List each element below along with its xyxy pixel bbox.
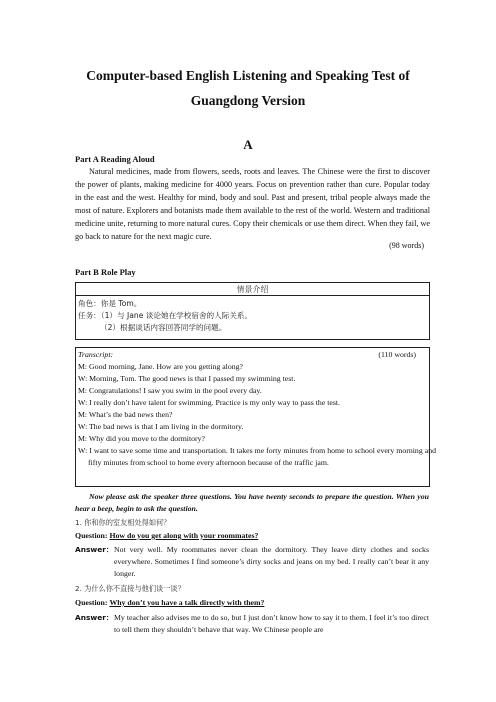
answer-label: Answer：	[75, 545, 114, 554]
part-a-heading: Part A Reading Aloud	[75, 154, 155, 164]
transcript-box	[75, 347, 436, 487]
transcript-line: W: Morning, Tom. The good news is that I passed my swimming test.	[78, 374, 296, 383]
transcript-line: W: I really don’t have talent for swimming. Practice is my only way to pass the test.	[78, 398, 341, 407]
question-1	[75, 531, 258, 540]
section-letter: A	[243, 137, 253, 152]
reading-passage: Natural medicines, made from flowers, seeds, roots and leaves. The Chinese were the first to discover the power of plants, making medicine for 4000 years. Focus on prevention rather than cure. Popular today in the east and the west. Healthy for mind, body and soul. Past and present, tribal people always made the most of nature. Explorers and botanists made them available to the rest of the world. Western and traditional medicine unite, returning to more natural cures. Copy their chemicals or use them direct. When they fail, we go back to nature for the next magic cure.	[75, 167, 430, 241]
question-text: How do you get along with your roommates?	[109, 531, 259, 540]
scenario-task-1: 任务：（1）与 Jane 谈论她在学校宿舍的人际关系。	[78, 311, 253, 320]
scenario-box-title: 情景介绍	[236, 285, 269, 294]
task-instructions: Now please ask the speaker three questions. You have twenty seconds to prepare the question. When you hear a beep, begin to ask the question.	[75, 492, 429, 513]
question-label: Question:	[75, 598, 108, 607]
part-b-heading: Part B Role Play	[75, 267, 136, 277]
scenario-box	[75, 282, 430, 340]
answer-1	[75, 544, 429, 584]
transcript-word-count: (110 words)	[378, 350, 416, 359]
document-title-line-2: Guangdong Version	[190, 93, 306, 108]
answer-text: Not very well. My roommates never clean the dormitory. They leave dirty clothes and socks everywhere. Sometimes I find someone’s dirty socks and jeans on my bed. I really can’t bear it any longer.	[114, 545, 429, 579]
scenario-role: 角色：你是 Tom。	[78, 299, 142, 308]
question-label: Question:	[75, 531, 108, 540]
answer-2	[75, 612, 429, 640]
answer-text: My teacher also advises me to do so, but I just don’t know how to say it to them. I feel it’s too direct to tell them they shouldn’t behave that way. We Chinese people are	[114, 613, 429, 635]
transcript-label: Transcript:	[78, 350, 114, 359]
transcript-line: W: The bad news is that I am living in the dormitory.	[78, 422, 244, 431]
scenario-box-divider	[76, 295, 429, 296]
part-a-word-count: (98 words)	[389, 241, 424, 250]
question-2	[75, 598, 264, 607]
transcript-line: M: Congratulations! I saw you swim in the pool every day.	[78, 386, 262, 395]
transcript-line: M: What’s the bad news then?	[78, 410, 173, 419]
question-1-chinese: 1. 你和你的室友相处得如何？	[75, 518, 171, 527]
answer-label: Answer：	[75, 613, 114, 622]
transcript-line: M: Why did you move to the dormitory?	[78, 434, 205, 443]
question-2-chinese: 2. 为什么你不直接与他们谈一谈？	[75, 584, 185, 593]
question-text: Why don’t you have a talk directly with them?	[109, 598, 265, 607]
transcript-line: W: I want to save some time and transportation. It takes me forty minutes from home to school every morning and fifty minutes from school to home every afternoon because of the traffic jam.	[78, 446, 436, 467]
document-title-line-1: Computer-based English Listening and Speaking Test of	[86, 68, 410, 83]
transcript-line: M: Good morning, Jane. How are you getting along?	[78, 362, 244, 371]
scenario-task-2: （2）根据谈话内容回答同学的问题。	[100, 323, 227, 332]
